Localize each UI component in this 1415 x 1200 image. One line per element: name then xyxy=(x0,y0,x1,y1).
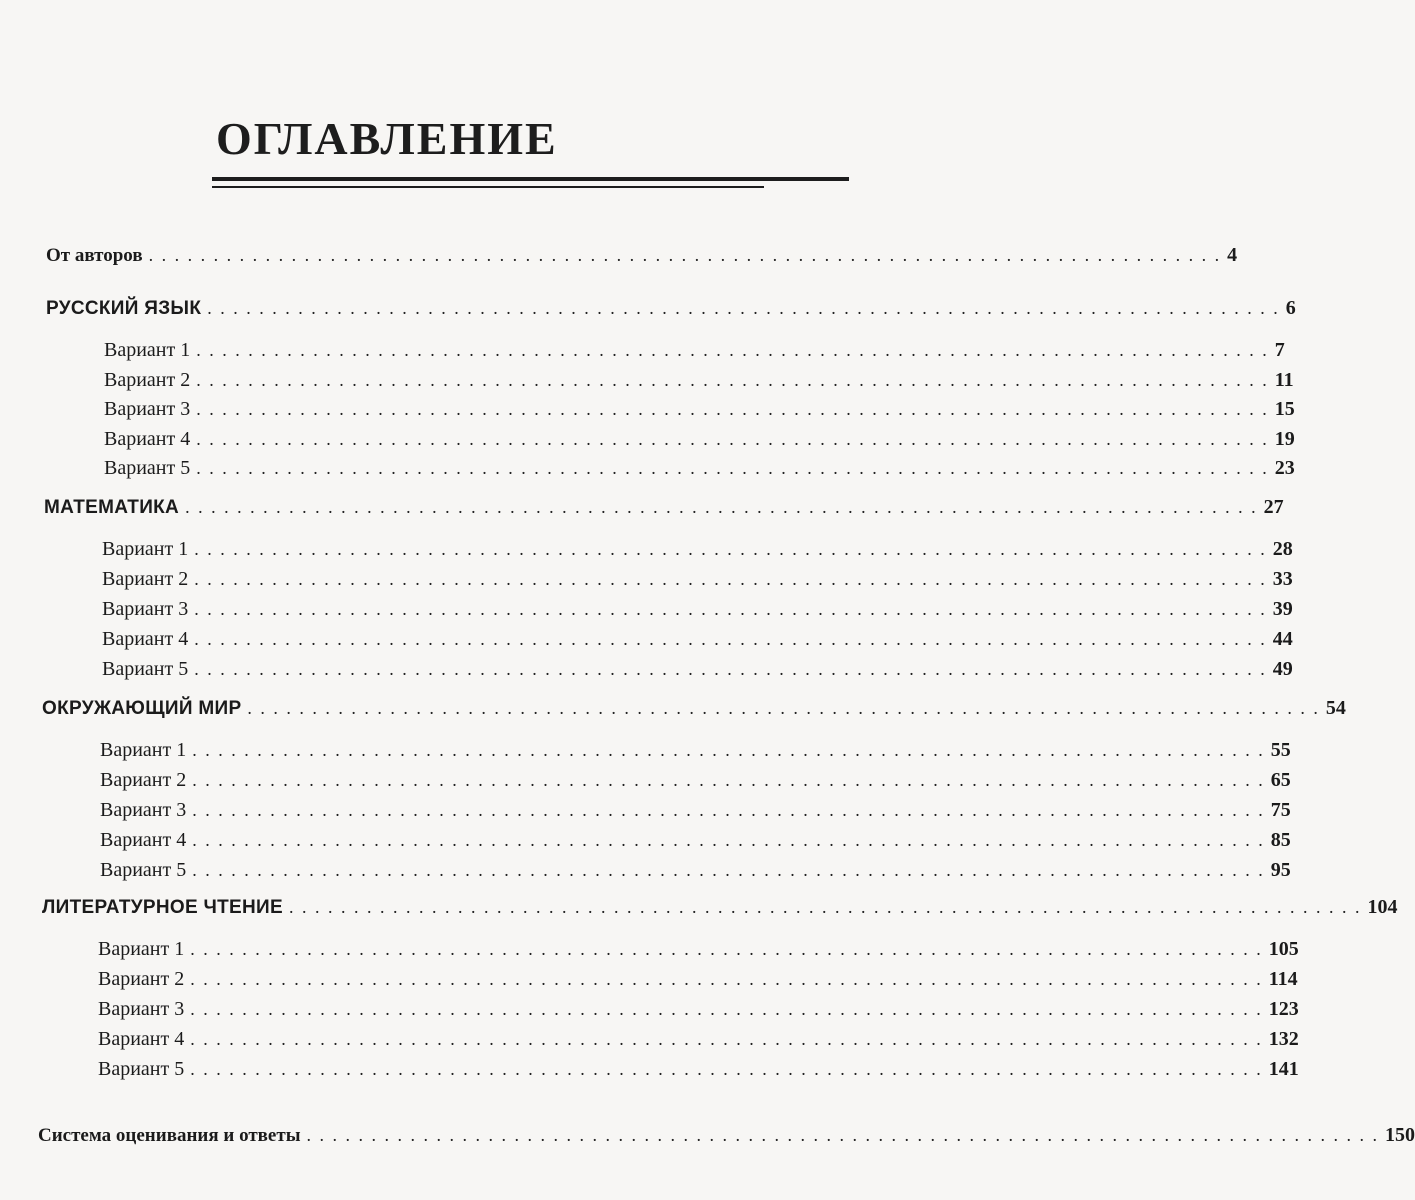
page-number: 150 xyxy=(1385,1124,1415,1146)
toc-section-4-variant-3[interactable] xyxy=(98,998,1299,1028)
dot-leader: . . . . . . . . . . . . . . . . . . . . . . . . . . . . . . . . . . . . . . . . . . . . . . . . . . . . . . . . . . . . . . . . . . . . . . . . . . . . . . . . . . . xyxy=(192,740,1265,760)
dot-leader: . . . . . . . . . . . . . . . . . . . . . . . . . . . . . . . . . . . . . . . . . . . . . . . . . . . . . . . . . . . . . . . . . . . . . . . . . . . . . . . . . . . xyxy=(194,599,1267,619)
toc-section-2-variant-5[interactable] xyxy=(102,658,1293,688)
toc-entry-label: Вариант 2 xyxy=(104,368,191,391)
page-number: 4 xyxy=(1227,244,1238,266)
toc-entry-label: Вариант 1 xyxy=(98,938,185,960)
page-number: 49 xyxy=(1272,658,1293,680)
toc-entry-label: Вариант 4 xyxy=(102,628,189,650)
dot-leader: . . . . . . . . . . . . . . . . . . . . . . . . . . . . . . . . . . . . . . . . . . . . . . . . . . . . . . . . . . . . . . . . . . . . . . . . . . . . . . . . . . . xyxy=(196,369,1269,390)
toc-entry-label: Вариант 5 xyxy=(102,658,189,680)
page-number: 7 xyxy=(1274,339,1285,361)
toc-entry-label: ЛИТЕРАТУРНОЕ ЧТЕНИЕ xyxy=(42,897,283,918)
page-number: 27 xyxy=(1263,496,1284,518)
toc-section-2-variant-3[interactable] xyxy=(102,598,1293,628)
toc-entry-label: ОКРУЖАЮЩИЙ МИР xyxy=(42,698,242,719)
page-number: 132 xyxy=(1268,1028,1299,1050)
toc-entry-label: Вариант 4 xyxy=(100,829,187,851)
dot-leader: . . . . . . . . . . . . . . . . . . . . . . . . . . . . . . . . . . . . . . . . . . . . . . . . . . . . . . . . . . . . . . . . . . . . . . . . . . . . . . . . . . . xyxy=(190,1029,1263,1049)
page-number: 123 xyxy=(1268,998,1299,1020)
toc-section-2[interactable] xyxy=(44,496,1284,526)
toc-section-3-variant-3[interactable] xyxy=(100,799,1291,829)
toc-entry-label: Вариант 3 xyxy=(104,398,191,420)
page-number: 141 xyxy=(1268,1058,1299,1080)
toc-entry-label: Вариант 4 xyxy=(98,1028,185,1050)
toc-entry-label: Вариант 5 xyxy=(104,457,191,479)
toc-entry-label: РУССКИЙ ЯЗЫК xyxy=(46,298,202,319)
toc-section-4-variant-2[interactable] xyxy=(98,968,1298,998)
toc-section-1-variant-4[interactable] xyxy=(104,427,1295,458)
toc-entry-label: Вариант 2 xyxy=(100,769,187,791)
page-number: 55 xyxy=(1270,739,1291,761)
toc-section-4-variant-1[interactable] xyxy=(98,938,1299,968)
dot-leader: . . . . . . . . . . . . . . . . . . . . . . . . . . . . . . . . . . . . . . . . . . . . . . . . . . . . . . . . . . . . . . . . . . . . . . . . . . . . . . . . . . . xyxy=(192,860,1265,880)
page-number: 28 xyxy=(1272,538,1293,560)
dot-leader: . . . . . . . . . . . . . . . . . . . . . . . . . . . . . . . . . . . . . . . . . . . . . . . . . . . . . . . . . . . . . . . . . . . . . . . . . . . . . . . . . . . xyxy=(194,659,1267,679)
toc-entry-authors[interactable] xyxy=(46,244,1238,274)
toc-entry-label: Вариант 3 xyxy=(102,598,189,620)
toc-entry-assessment[interactable] xyxy=(38,1124,1415,1154)
toc-section-1-variant-3[interactable] xyxy=(104,398,1295,428)
toc-entry-label: Вариант 5 xyxy=(98,1058,185,1080)
toc-entry-label: МАТЕМАТИКА xyxy=(44,497,180,518)
page-number: 6 xyxy=(1285,297,1296,319)
dot-leader: . . . . . . . . . . . . . . . . . . . . . . . . . . . . . . . . . . . . . . . . . . . . . . . . . . . . . . . . . . . . . . . . . . . . . . . . . . . . . . . . . . . xyxy=(196,399,1269,419)
toc-section-3[interactable] xyxy=(42,697,1346,727)
toc-entry-label: Вариант 4 xyxy=(104,427,191,450)
page-number: 44 xyxy=(1272,628,1293,650)
dot-leader: . . . . . . . . . . . . . . . . . . . . . . . . . . . . . . . . . . . . . . . . . . . . . . . . . . . . . . . . . . . . . . . . . . . . . . . . . . . . . . . . . . . xyxy=(190,1059,1263,1079)
dot-leader: . . . . . . . . . . . . . . . . . . . . . . . . . . . . . . . . . . . . . . . . . . . . . . . . . . . . . . . . . . . . . . . . . . . . . . . . . . . . . . . . . . . xyxy=(190,999,1263,1019)
dot-leader: . . . . . . . . . . . . . . . . . . . . . . . . . . . . . . . . . . . . . . . . . . . . . . . . . . . . . . . . . . . . . . . . . . . . . . . . . . . . . . . . . . . xyxy=(148,245,1222,265)
dot-leader: . . . . . . . . . . . . . . . . . . . . . . . . . . . . . . . . . . . . . . . . . . . . . . . . . . . . . . . . . . . . . . . . . . . . . . . . . . . . . . . . . . . xyxy=(192,830,1265,850)
dot-leader: . . . . . . . . . . . . . . . . . . . . . . . . . . . . . . . . . . . . . . . . . . . . . . . . . . . . . . . . . . . . . . . . . . . . . . . . . . . . . . . . . . . xyxy=(306,1125,1380,1145)
toc-entry-label: Вариант 3 xyxy=(98,998,185,1020)
toc-section-1[interactable] xyxy=(46,297,1296,327)
toc-entry-label: Вариант 2 xyxy=(102,568,189,590)
dot-leader: . . . . . . . . . . . . . . . . . . . . . . . . . . . . . . . . . . . . . . . . . . . . . . . . . . . . . . . . . . . . . . . . . . . . . . . . . . . . . . . . . . . xyxy=(288,897,1362,917)
dot-leader: . . . . . . . . . . . . . . . . . . . . . . . . . . . . . . . . . . . . . . . . . . . . . . . . . . . . . . . . . . . . . . . . . . . . . . . . . . . . . . . . . . . xyxy=(196,428,1269,449)
dot-leader: . . . . . . . . . . . . . . . . . . . . . . . . . . . . . . . . . . . . . . . . . . . . . . . . . . . . . . . . . . . . . . . . . . . . . . . . . . . . . . . . . . . xyxy=(192,770,1265,790)
toc-entry-label: Вариант 1 xyxy=(100,739,187,761)
toc-section-4-variant-5[interactable] xyxy=(98,1058,1299,1088)
toc-entry-label: Вариант 1 xyxy=(104,339,191,361)
page-number: 39 xyxy=(1272,598,1293,620)
page-number: 105 xyxy=(1268,938,1299,960)
dot-leader: . . . . . . . . . . . . . . . . . . . . . . . . . . . . . . . . . . . . . . . . . . . . . . . . . . . . . . . . . . . . . . . . . . . . . . . . . . . . . . . . . . . xyxy=(207,298,1280,318)
toc-entry-label: Система оценивания и ответы xyxy=(38,1125,301,1146)
toc-section-3-variant-2[interactable] xyxy=(100,769,1291,799)
toc-entry-label: Вариант 3 xyxy=(100,799,187,821)
toc-section-3-variant-5[interactable] xyxy=(100,859,1291,889)
toc-section-2-variant-2[interactable] xyxy=(102,568,1293,598)
page-number: 75 xyxy=(1270,799,1291,821)
page-number: 65 xyxy=(1270,769,1291,791)
toc-section-1-variant-1[interactable] xyxy=(104,339,1285,369)
page-number: 104 xyxy=(1367,896,1398,918)
toc-entry-label: Вариант 1 xyxy=(102,538,189,560)
dot-leader: . . . . . . . . . . . . . . . . . . . . . . . . . . . . . . . . . . . . . . . . . . . . . . . . . . . . . . . . . . . . . . . . . . . . . . . . . . . . . . . . . . . xyxy=(190,969,1263,989)
page-number: 23 xyxy=(1274,457,1295,479)
dot-leader: . . . . . . . . . . . . . . . . . . . . . . . . . . . . . . . . . . . . . . . . . . . . . . . . . . . . . . . . . . . . . . . . . . . . . . . . . . . . . . . . . . . xyxy=(196,340,1269,360)
dot-leader: . . . . . . . . . . . . . . . . . . . . . . . . . . . . . . . . . . . . . . . . . . . . . . . . . . . . . . . . . . . . . . . . . . . . . . . . . . . . . . . . . . . xyxy=(194,629,1267,649)
toc-entry-label: От авторов xyxy=(46,245,143,266)
toc-section-1-variant-2[interactable] xyxy=(104,368,1294,399)
page-number: 11 xyxy=(1274,368,1294,391)
page-number: 19 xyxy=(1274,427,1295,450)
dot-leader: . . . . . . . . . . . . . . . . . . . . . . . . . . . . . . . . . . . . . . . . . . . . . . . . . . . . . . . . . . . . . . . . . . . . . . . . . . . . . . . . . . . xyxy=(192,800,1265,820)
toc-section-2-variant-1[interactable] xyxy=(102,538,1293,568)
page-number: 33 xyxy=(1272,568,1293,590)
toc-entry-label: Вариант 2 xyxy=(98,968,185,990)
dot-leader: . . . . . . . . . . . . . . . . . . . . . . . . . . . . . . . . . . . . . . . . . . . . . . . . . . . . . . . . . . . . . . . . . . . . . . . . . . . . . . . . . . . xyxy=(194,539,1267,559)
dot-leader: . . . . . . . . . . . . . . . . . . . . . . . . . . . . . . . . . . . . . . . . . . . . . . . . . . . . . . . . . . . . . . . . . . . . . . . . . . . . . . . . . . . xyxy=(190,939,1263,959)
page-number: 114 xyxy=(1268,968,1298,990)
toc-section-3-variant-4[interactable] xyxy=(100,829,1291,859)
page-number: 85 xyxy=(1270,829,1291,851)
dot-leader: . . . . . . . . . . . . . . . . . . . . . . . . . . . . . . . . . . . . . . . . . . . . . . . . . . . . . . . . . . . . . . . . . . . . . . . . . . . . . . . . . . . xyxy=(185,497,1258,517)
page-number: 95 xyxy=(1270,859,1291,881)
page-number: 15 xyxy=(1274,398,1295,420)
toc-section-4[interactable] xyxy=(42,896,1398,926)
toc-entry-label: Вариант 5 xyxy=(100,859,187,881)
page-number: 54 xyxy=(1325,697,1346,719)
toc-section-4-variant-4[interactable] xyxy=(98,1028,1299,1058)
dot-leader: . . . . . . . . . . . . . . . . . . . . . . . . . . . . . . . . . . . . . . . . . . . . . . . . . . . . . . . . . . . . . . . . . . . . . . . . . . . . . . . . . . . xyxy=(194,569,1267,589)
toc-section-2-variant-4[interactable] xyxy=(102,628,1293,658)
dot-leader: . . . . . . . . . . . . . . . . . . . . . . . . . . . . . . . . . . . . . . . . . . . . . . . . . . . . . . . . . . . . . . . . . . . . . . . . . . . . . . . . . . . xyxy=(247,698,1320,718)
page-title: ОГЛАВЛЕНИЕ xyxy=(216,113,558,164)
toc-section-3-variant-1[interactable] xyxy=(100,739,1291,769)
toc-section-1-variant-5[interactable] xyxy=(104,457,1295,487)
dot-leader: . . . . . . . . . . . . . . . . . . . . . . . . . . . . . . . . . . . . . . . . . . . . . . . . . . . . . . . . . . . . . . . . . . . . . . . . . . . . . . . . . . . xyxy=(196,458,1269,478)
